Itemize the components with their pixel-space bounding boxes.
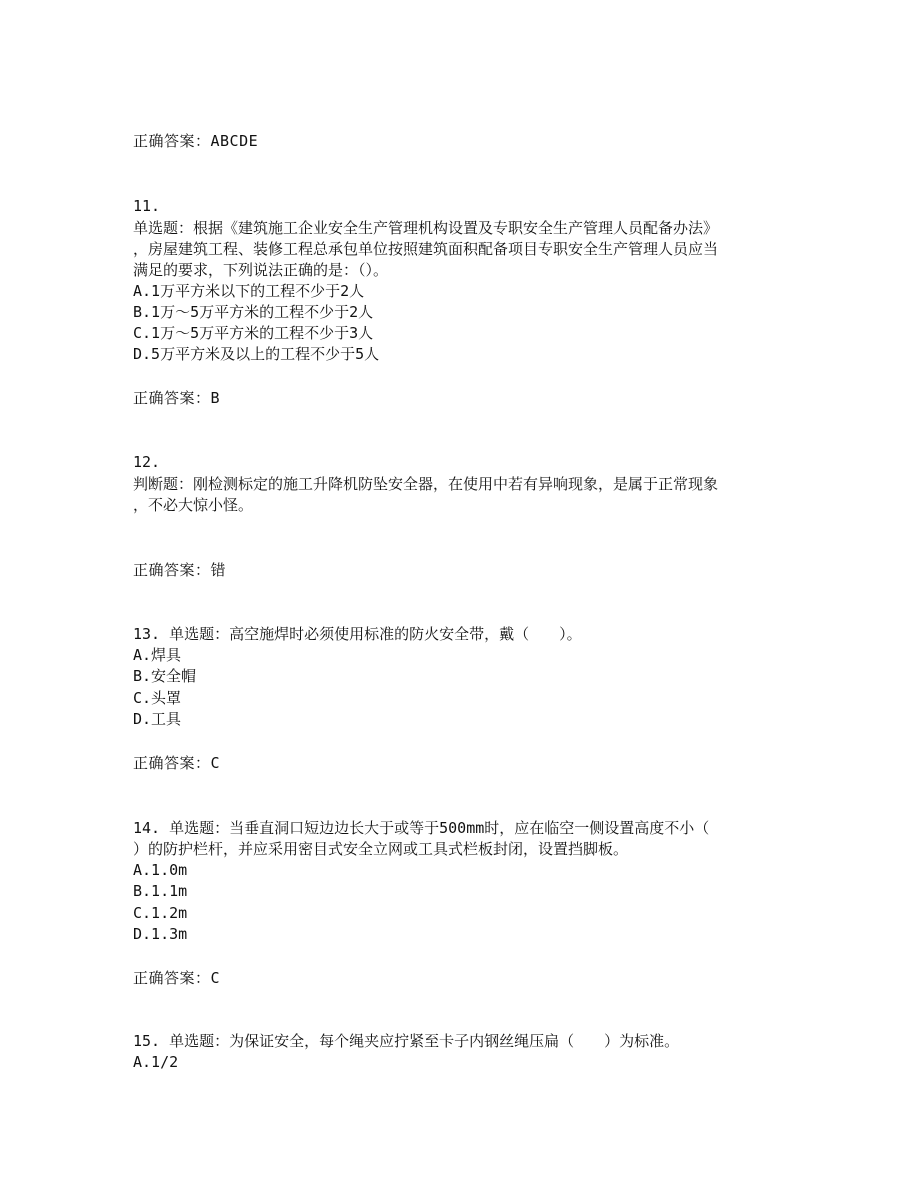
option-b: B.安全帽: [133, 667, 197, 685]
option-a: A.1万平方米以下的工程不少于2人: [133, 282, 365, 300]
question-text-line: ）的防护栏杆，并应采用密目式安全立网或工具式栏板封闭，设置挡脚板。: [133, 840, 629, 858]
option-d: D.1.3m: [133, 925, 188, 943]
option-d: D.工具: [133, 710, 182, 728]
question-text-line: 13. 单选题：高空施焊时必须使用标准的防火安全带，戴（ ）。: [133, 625, 582, 643]
question-text-line: ，不必大惊小怪。: [133, 496, 254, 514]
option-c: C.1.2m: [133, 904, 188, 922]
option-a: A.焊具: [133, 646, 182, 664]
option-a: A.1.0m: [133, 861, 188, 879]
option-d: D.5万平方米及以上的工程不少于5人: [133, 345, 380, 363]
answer: 正确答案：C: [133, 969, 221, 987]
question-text-line: 满足的要求，下列说法正确的是：（）。: [133, 261, 389, 279]
answer: 正确答案：C: [133, 754, 221, 772]
option-c: C.头罩: [133, 689, 182, 707]
answer: 正确答案：错: [133, 561, 227, 579]
answer-previous: 正确答案：ABCDE: [133, 132, 259, 150]
question-number: 11.: [133, 197, 161, 215]
option-a: A.1/2: [133, 1053, 179, 1071]
option-b: B.1.1m: [133, 882, 188, 900]
question-text-line: 14. 单选题：当垂直洞口短边边长大于或等于500mm时，应在临空一侧设置高度不小（: [133, 819, 710, 837]
option-c: C.1万～5万平方米的工程不少于3人: [133, 324, 374, 342]
question-text-line: 单选题：根据《建筑施工企业安全生产管理机构设置及专职安全生产管理人员配备办法》: [133, 219, 719, 237]
question-text-line: 15. 单选题：为保证安全，每个绳夹应拧紧至卡子内钢丝绳压扁（ ）为标准。: [133, 1032, 680, 1050]
question-text-line: 判断题：刚检测标定的施工升降机防坠安全器，在使用中若有异响现象，是属于正常现象: [133, 475, 719, 493]
option-b: B.1万～5万平方米的工程不少于2人: [133, 303, 374, 321]
question-number: 12.: [133, 453, 161, 471]
answer: 正确答案：B: [133, 389, 221, 407]
question-text-line: ，房屋建筑工程、装修工程总承包单位按照建筑面积配备项目专职安全生产管理人员应当: [133, 240, 719, 258]
